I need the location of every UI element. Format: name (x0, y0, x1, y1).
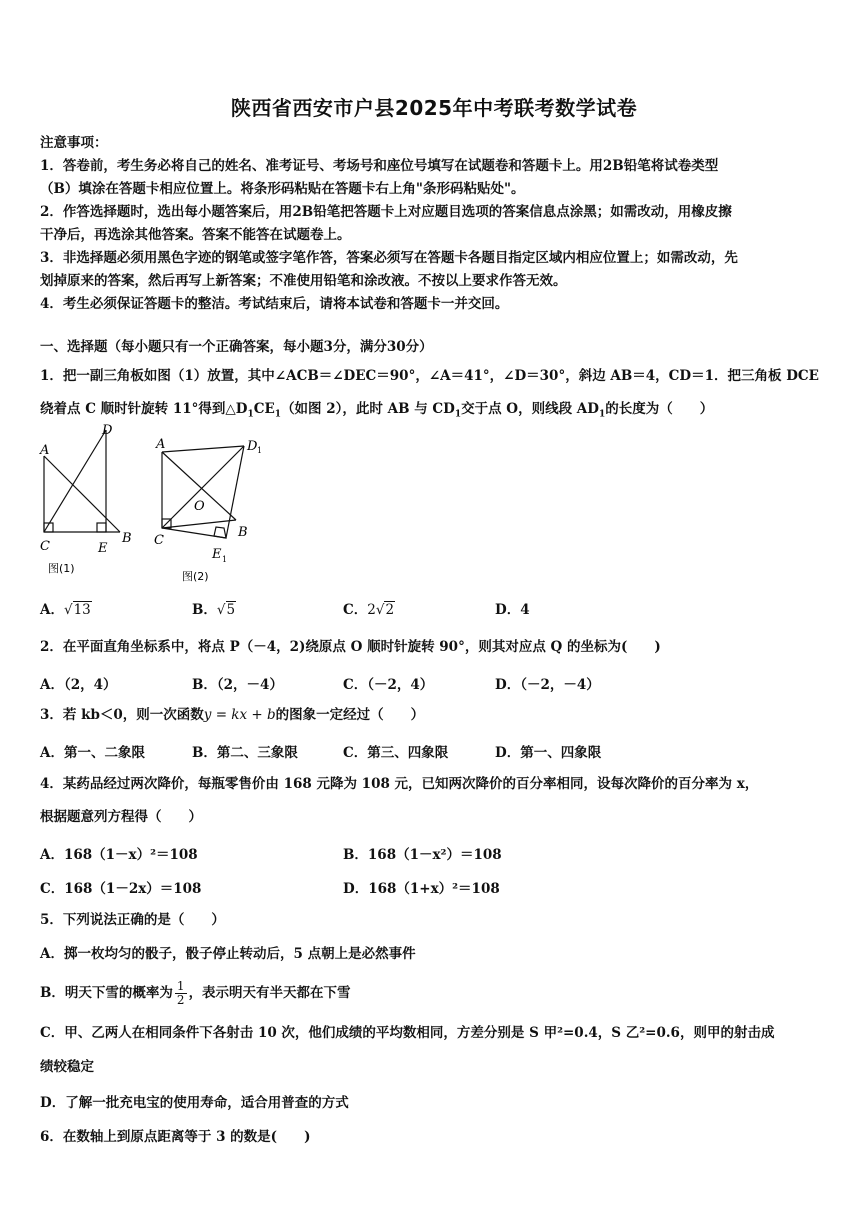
sqrt-symbol: √ (63, 602, 73, 618)
fraction-denominator: 2 (176, 993, 185, 1007)
q1-option-b-value: 5 (226, 602, 236, 618)
q1-option-c-coef: 2 (367, 602, 376, 618)
page-title: 陕西省西安市户县2025年中考联考数学试卷 (230, 96, 638, 120)
q3-option-c: C．第三、四象限 (343, 745, 449, 761)
q1-option-b-label: B． (192, 602, 217, 618)
fig1-label-c: C (40, 539, 50, 554)
q1-line2 (40, 400, 840, 424)
q5-option-b (40, 978, 840, 1008)
q1-line1: 1．把一副三角板如图（1）放置，其中∠ACB＝∠DEC＝90°，∠A＝41°，∠D＝30°，斜边 AB＝4，CD＝1．把三角板 DCE (40, 368, 819, 384)
q2-option-a: A．（2，4） (40, 677, 117, 693)
q5-option-d: D．了解一批充电宝的使用寿命，适合用普查的方式 (40, 1095, 349, 1111)
figure-1 (34, 420, 144, 585)
fraction (175, 980, 187, 1007)
q3-text (40, 706, 840, 724)
q3-text-b: 的图象一定经过（ ） (275, 707, 425, 723)
q1-option-c (343, 598, 395, 618)
fig2-caption: 图(2) (182, 570, 209, 583)
fraction-numerator: 1 (176, 979, 185, 993)
q1-line2-part-c: （如图 2），此时 AB 与 CD (281, 401, 455, 417)
q5-option-a: A．掷一枚均匀的骰子，骰子停止转动后，5 点朝上是必然事件 (40, 946, 416, 962)
q1-option-c-label: C． (343, 602, 368, 618)
notice-item-7: 4．考生必须保证答题卡的整洁。考试结束后，请将本试卷和答题卡一并交回。 (40, 296, 509, 312)
q5-option-c-line1: C．甲、乙两人在相同条件下各射击 10 次，他们成绩的平均数相同，方差分别是 S 甲²=0.4，S 乙²=0.6，则甲的射击成 (40, 1025, 775, 1041)
notice-heading: 注意事项： (40, 135, 108, 151)
q5-option-b-text-a: B．明天下雪的概率为 (40, 985, 173, 1001)
fig2-label-c: C (154, 533, 164, 548)
q1-line2-part-d: 交于点 O，则线段 AD (461, 401, 599, 417)
section-heading: 一、选择题（每小题只有一个正确答案，每小题3分，满分30分） (40, 339, 433, 355)
notice-item-1: 1．答卷前，考生务必将自己的姓名、准考证号、考场号和座位号填写在试题卷和答题卡上。用2B铅笔将试卷类型 (40, 158, 719, 174)
q2-option-b: B．（2，－4） (192, 677, 283, 693)
q6-text: 6．在数轴上到原点距离等于 3 的数是( ) (40, 1129, 311, 1145)
q1-sub-1: 1 (247, 409, 254, 420)
fig2-label-d: D (247, 439, 258, 454)
q1-option-c-value: 2 (385, 602, 395, 618)
q3-option-a: A．第一、二象限 (40, 745, 145, 761)
q2-option-c: C．（－2，4） (343, 677, 434, 693)
fig2-label-a: A (156, 437, 166, 452)
notice-item-5: 3．非选择题必须用黑色字迹的钢笔或签字笔作答，答案必须写在答题卡各题目指定区域内相应位置上；如需改动，先 (40, 250, 738, 266)
q1-option-b (192, 598, 236, 618)
q3-option-d: D．第一、四象限 (495, 745, 602, 761)
q1-option-a-value: 13 (73, 602, 91, 618)
q1-option-a-label: A． (40, 602, 64, 618)
fig1-caption: 图(1) (48, 562, 75, 575)
sqrt-symbol: √ (375, 602, 385, 618)
fig2-label-e-sub: 1 (222, 555, 228, 564)
q4-line2: 根据题意列方程得（ ） (40, 809, 202, 825)
q5-option-b-text-b: ，表示明天有半天都在下雪 (188, 985, 351, 1001)
q4-line1: 4．某药品经过两次降价，每瓶零售价由 168 元降为 108 元，已知两次降价的百分率相同，设每次降价的百分率为 x， (40, 776, 759, 792)
q1-option-d: D．4 (495, 602, 530, 618)
q1-line2-part-a: 绕着点 C 顺时针旋转 11°得到△D (40, 401, 248, 417)
notice-item-2: （B）填涂在答题卡相应位置上。将条形码粘贴在答题卡右上角"条形码粘贴处"。 (40, 181, 525, 197)
fig1-label-d: D (102, 423, 113, 438)
fig2-label-d-sub: 1 (257, 446, 263, 455)
figure-2 (150, 430, 270, 590)
q3-formula: y = kx + b (203, 707, 276, 723)
q4-option-d: D．168（1+x）²＝108 (343, 881, 500, 897)
fig2-label-e: E (212, 547, 222, 562)
q1-line2-part-b: CE (253, 401, 275, 417)
q3-text-a: 3．若 kb＜0，则一次函数 (40, 707, 204, 723)
q1-sub-3: 1 (454, 409, 462, 420)
q3-option-b: B．第二、三象限 (192, 745, 298, 761)
q1-sub-4: 1 (598, 409, 606, 420)
fig1-label-b: B (122, 531, 132, 546)
q2-text: 2．在平面直角坐标系中，将点 P（－4，2)绕原点 O 顺时针旋转 90°，则其对应点 Q 的坐标为( ) (40, 639, 661, 655)
sqrt-symbol: √ (216, 602, 226, 618)
q4-option-b: B．168（1－x²）＝108 (343, 847, 502, 863)
q1-option-a (40, 598, 92, 618)
fig2-label-o: O (194, 499, 205, 514)
fig2-label-b: B (238, 525, 248, 540)
q5-text: 5．下列说法正确的是（ ） (40, 912, 225, 928)
q2-option-d: D．（－2，－4） (495, 677, 600, 693)
fig1-label-e: E (98, 541, 108, 556)
q1-line2-part-e: 的长度为（ ） (605, 401, 714, 417)
q5-option-c-line2: 绩较稳定 (40, 1059, 94, 1075)
q1-sub-2: 1 (274, 409, 282, 420)
notice-item-6: 划掉原来的答案，然后再写上新答案；不准使用铅笔和涂改液。不按以上要求作答无效。 (40, 273, 567, 289)
notice-item-4: 干净后，再选涂其他答案。答案不能答在试题卷上。 (40, 227, 351, 243)
notice-item-3: 2．作答选择题时，选出每小题答案后，用2B铅笔把答题卡上对应题目选项的答案信息点涂黑；如需改动，用橡皮擦 (40, 204, 732, 220)
q4-option-c: C．168（1－2x）＝108 (40, 881, 202, 897)
q4-option-a: A．168（1－x）²＝108 (40, 847, 198, 863)
fig1-label-a: A (40, 443, 50, 458)
